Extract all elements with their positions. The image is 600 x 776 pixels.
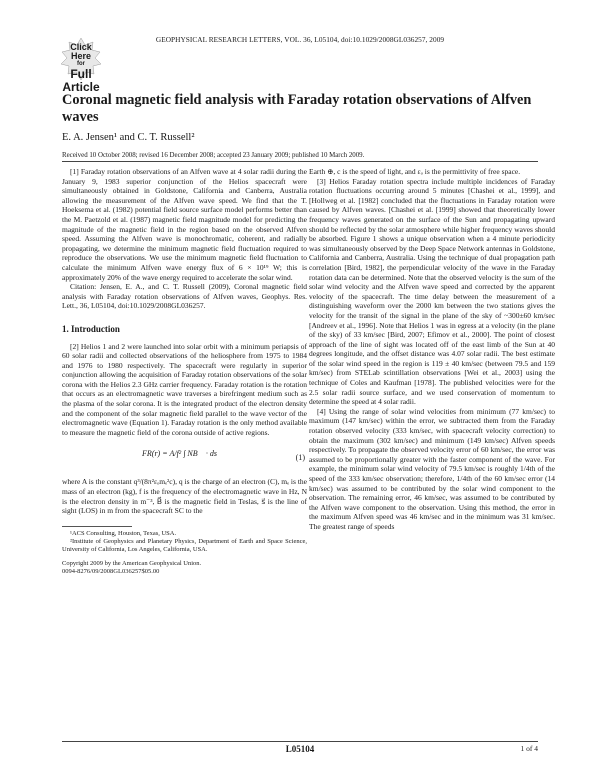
- badge-line5: Article: [62, 80, 100, 94]
- header-rule: [62, 161, 538, 162]
- section-heading-intro: 1. Introduction: [62, 323, 120, 334]
- footnote-rule: [62, 526, 132, 527]
- running-head: GEOPHYSICAL RESEARCH LETTERS, VOL. 36, L05104, doi:10.1029/2008GL036257, 2009: [155, 35, 445, 44]
- equation-1: [62, 443, 307, 473]
- copyright-line: Copyright 2009 by the American Geophysical Union.: [62, 560, 202, 568]
- left-column: [62, 167, 307, 576]
- right-column: [309, 167, 555, 532]
- footnote-1: ¹ACS Consulting, Houston, Texas, USA.: [70, 529, 177, 537]
- page-count: 1 of 4: [520, 744, 538, 753]
- equation-lhs: FR(r) = A/f² ∫ NB⃗ · ds⃗: [142, 449, 224, 459]
- equation-number: (1): [295, 453, 305, 463]
- article-title: Coronal magnetic field analysis with Faraday rotation observations of Alfven waves: [62, 92, 532, 125]
- badge-line1: Click: [70, 42, 92, 52]
- abstract-text: [1] Faraday rotation observations of an Alfven wave at 4 solar radii during the January 9, 1983 superior conjunction of the Helios spacecraft were simultaneously obtained in Goldstone, California and Canberra, Australia allowing the measurement of the Alfven wave speed. We find that the T. Hoeksema et al. (1982) potential field source surface model performs better than the M. Paetzold et al. (1987) magnetic field magnitude model for predicting the magnitude of the magnetic field in the region based on the observed Alfven speed. Assuming the Alfven wave is monochromatic, coherent, and radially propagating, we determine the minimum magnetic field fluctuation required to reproduce the observations. We use the minimum magnetic field fluctuation to calculate the minimum Alfven wave energy flux of 6 × 10¹⁹ W; this is approximately 20% of the wave energy required to accelerate the solar wind.: [62, 167, 307, 282]
- issn-line: 0094-8276/09/2008GL036257$05.00: [62, 568, 160, 576]
- abstract: [62, 167, 307, 311]
- paragraph-3: [3] Helios Faraday rotation spectra include multiple incidences of Faraday rotation fluctuations occurring around 5 minutes [Chashei et al., 1999], and [Hollweg et al. [1982] concluded that the fluctuations in Faraday rotation were caused by Alfven waves. [Chashei et al. [1999] showed that theoretically lower frequency waves generated on the surface of the Sun and propagating upward should be reflected by the solar atmosphere while higher frequency waves should be absorbed. Figure 1 shows a unique observation when a 4 minute periodicity was simultaneously observed by the Deep Space Network antennas in Goldstone, California and Canberra, Australia. Using the technique of dual propagation path correlation [Bird, 1982], the perpendicular velocity of the wave in the Faraday rotation data can be determined. Note that the observed velocity is the sum of the solar wind velocity and the Alfven wave speed and corrected by the apparent velocity of the spacecraft. The time delay between the measurement of a distinguishing waveform over the 2000 km between the two stations gives the velocity for the transit of the signal in the plane of the sky of ~300±60 km/sec [Andreev et al., 1996]. Note that Helios 1 was in egress at a velocity (in the plane of the sky) of 33 km/sec [Bird, 2007; Efimov et al., 2000]. The point of closest approach of the line of sight was located off of the east limb of the Sun at 40 degrees longitude, and the offset distance was 4.07 solar radii. The best estimate of the solar wind speed in the region is 119 ± 40 km/sec (between 79.5 and 159 km/sec) from STELab scintillation observations [Wei et al., 2003] using the technique of Coles and Kaufman [1978]. The published velocities were for the 2.5 solar radii source surface, and we used conservation of momentum to determine the speed at 4 solar radii.: [309, 176, 555, 407]
- citation: Citation: Jensen, E. A., and C. T. Russell (2009), Coronal magnetic field analysis with Faraday rotation observations of Alfven waves, Geophys. Res. Lett., 36, L05104, doi:10.1029/2008GL036257.: [62, 282, 307, 311]
- right-continuation: Earth ⊕, c is the speed of light, and εₒ is the permittivity of free space.: [309, 167, 521, 176]
- badge-line3: for: [77, 61, 85, 67]
- paragraph-4: [4] Using the range of solar wind velocities from minimum (77 km/sec) to maximum (147 km/sec) within the error, we subtracted them from the Faraday rotation observed velocity (333 km/sec, with spacecraft velocity correction) to obtain the maximum (302 km/sec) and minimum (149 km/sec) Alfven speeds respectively. To propagate the observed velocity error of 60 km/sec, the error was assumed to be proportionally greater with the faster component of the wave. For example, the minimum solar wind velocity of 79.5 km/sec is roughly 1/4th of the speed of the 333 km/sec observation; therefore, 1/4th of the 60 km/sec error (14 km/sec) was assumed to be contributed by the solar wind component to the observation. The remaining error, 46 km/sec, was assumed to be contributed by the Alfven wave component to the observation. Using this method, the error in the maximum Alfven speed was 46 km/sec and in the minimum was 31 km/sec. The greatest range of speeds: [309, 406, 555, 531]
- intro-paragraph-2: [2] Helios 1 and 2 were launched into solar orbit with a minimum periapsis of 60 solar radii and collected observations of the heliosphere from 1975 to 1984 and 1976 to 1980 respectively. The spacecraft were regularly in superior conjunction allowing the acquisition of Faraday rotation observations of the solar corona with the Helios 2.3 GHz carrier frequency. Faraday rotation is the rotation that occurs as an electromagnetic wave traverses a birefringent medium such as the plasma of the solar corona. It is the integrated product of the electron density and the component of the solar magnetic field parallel to the wave vector of the electromagnetic wave (Equation 1). Faraday rotation is the only method available to measure the magnetic field of the corona outside of active regions.: [62, 341, 307, 437]
- equation-definitions: where A is the constant q³/(8π²εₒmₑ²c), q is the charge of an electron (C), mₑ is the mass of an electron (kg), f is the frequency of the electromagnetic wave in Hz, N is the electron density in m⁻³, B⃗ is the magnetic field in Teslas, s⃗ is the line of sight (LOS) in m from the spacecraft SC to the: [62, 477, 307, 516]
- badge-line2: Here: [70, 51, 91, 61]
- footer-rule: [62, 741, 538, 742]
- received-dates: Received 10 October 2008; revised 16 December 2008; accepted 23 January 2009; published 10 March 2009.: [62, 152, 365, 159]
- footnote-2: ²Institute of Geophysics and Planetary Physics, Department of Earth and Space Science, University of California, Los Angeles, California, USA.: [62, 537, 307, 553]
- authors: E. A. Jensen¹ and C. T. Russell²: [62, 132, 195, 143]
- full-article-badge[interactable]: [58, 38, 104, 94]
- copyright: [62, 560, 307, 576]
- page-id: L05104: [285, 744, 315, 754]
- footnotes: [62, 530, 307, 554]
- badge-line4: Full: [70, 67, 92, 81]
